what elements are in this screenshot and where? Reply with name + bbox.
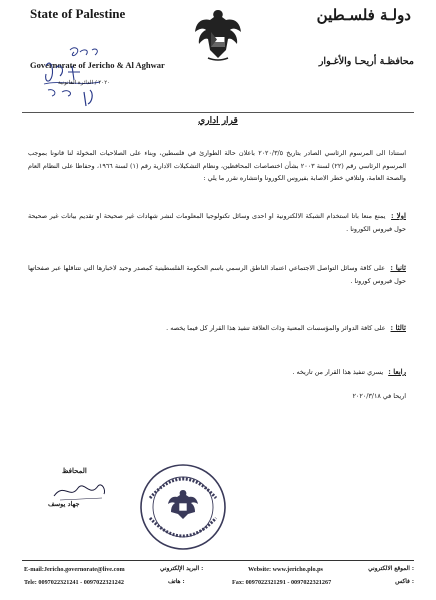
- item-3: [28, 322, 406, 335]
- item-2: [28, 262, 406, 287]
- signatory-name: جهاد يوسف: [48, 500, 80, 508]
- item-1-text: يمنع منعا باتا استخدام الشبكة الالكترونية او احدى وسائل تكنولوجيا المعلومات لنشر شهادات غير صحيحة او تقديم بيانات غير صحيحة حول فيروس الكورونا .: [28, 212, 406, 233]
- item-2-text: على كافة وسائل التواصل الاجتماعي اعتماد الناطق الرسمي باسم الحكومة الفلسطينية كمصدر وحيد لاخبارها التي تتناقلها عبر صفحاتها حول فيروس كورونا .: [28, 264, 406, 285]
- handwritten-department: ٢٠٢٠ / الدائرة القانونية: [58, 80, 111, 86]
- title-en: State of Palestine: [30, 6, 126, 21]
- item-3-label: ثالثا :: [390, 323, 406, 332]
- footer-tel-label: : هاتف: [168, 579, 185, 585]
- header-divider: [22, 112, 414, 113]
- footer-website: Website: www.jericho.plo.ps: [248, 566, 323, 573]
- footer-fax-label: : فاكس: [395, 579, 414, 585]
- item-4-text: يسري تنفيذ هذا القرار من تاريخه .: [292, 368, 384, 376]
- preamble: استنادا الى المرسوم الرئاسي الصادر بتاريخ ٢٠٢٠/٣/٥ باعلان حالة الطوارئ في فلسطين، وبناء على الصلاحيات المخولة لنا قانونا بموجب المرسوم الرئاسي رقم (٢٢) لسنة ٢٠٠٣ بشأن اختصاصات المحافظين، ونظام التشكيلات الادارية رقم (١) لسنة ١٩٦٦، وحفاظا على النظام العام والصحة العامة، ولتلافي خطر الاصابة بفيروس الكورونا وانتشاره نقرر ما يلي :: [28, 149, 407, 182]
- signatory-title: المحافظ: [62, 466, 87, 475]
- title-ar: دولـة فلسـطين: [316, 6, 411, 24]
- footer-tel: Tele: 0097022321241 - 0097022321242: [24, 579, 124, 586]
- official-stamp-icon: [138, 462, 228, 552]
- item-3-text: على كافة الدوائر والمؤسسات المعنية وذات العلاقة تنفيذ هذا القرار كل فيما يخصه .: [166, 324, 386, 332]
- footer-email: E-mail:Jericho.governorate@live.com: [24, 566, 125, 573]
- eagle-emblem-icon: [192, 6, 244, 64]
- item-2-label: ثانيا :: [390, 263, 406, 272]
- item-1-label: اولا :: [391, 211, 406, 220]
- footer-divider: [22, 560, 414, 561]
- item-4-label: رابعا :: [388, 367, 406, 376]
- document-date: اريحا في ٢٠٢٠/٣/١٨: [352, 392, 406, 400]
- footer-email-label: : البريد الإلكتروني: [160, 566, 204, 572]
- item-1: [28, 210, 406, 235]
- footer-fax: Fax: 0097022321291 - 0097022321267: [232, 579, 332, 586]
- handwritten-annotation: [40, 44, 120, 112]
- document-title: قرار اداري: [198, 116, 238, 126]
- item-4: [28, 366, 406, 379]
- subtitle-ar: محافظـة أريحـا والأغـوار: [318, 56, 414, 67]
- subtitle-en: Governorate of Jericho & Al Aghwar: [30, 60, 165, 70]
- footer-website-label: : الموقع الالكتروني: [368, 566, 414, 572]
